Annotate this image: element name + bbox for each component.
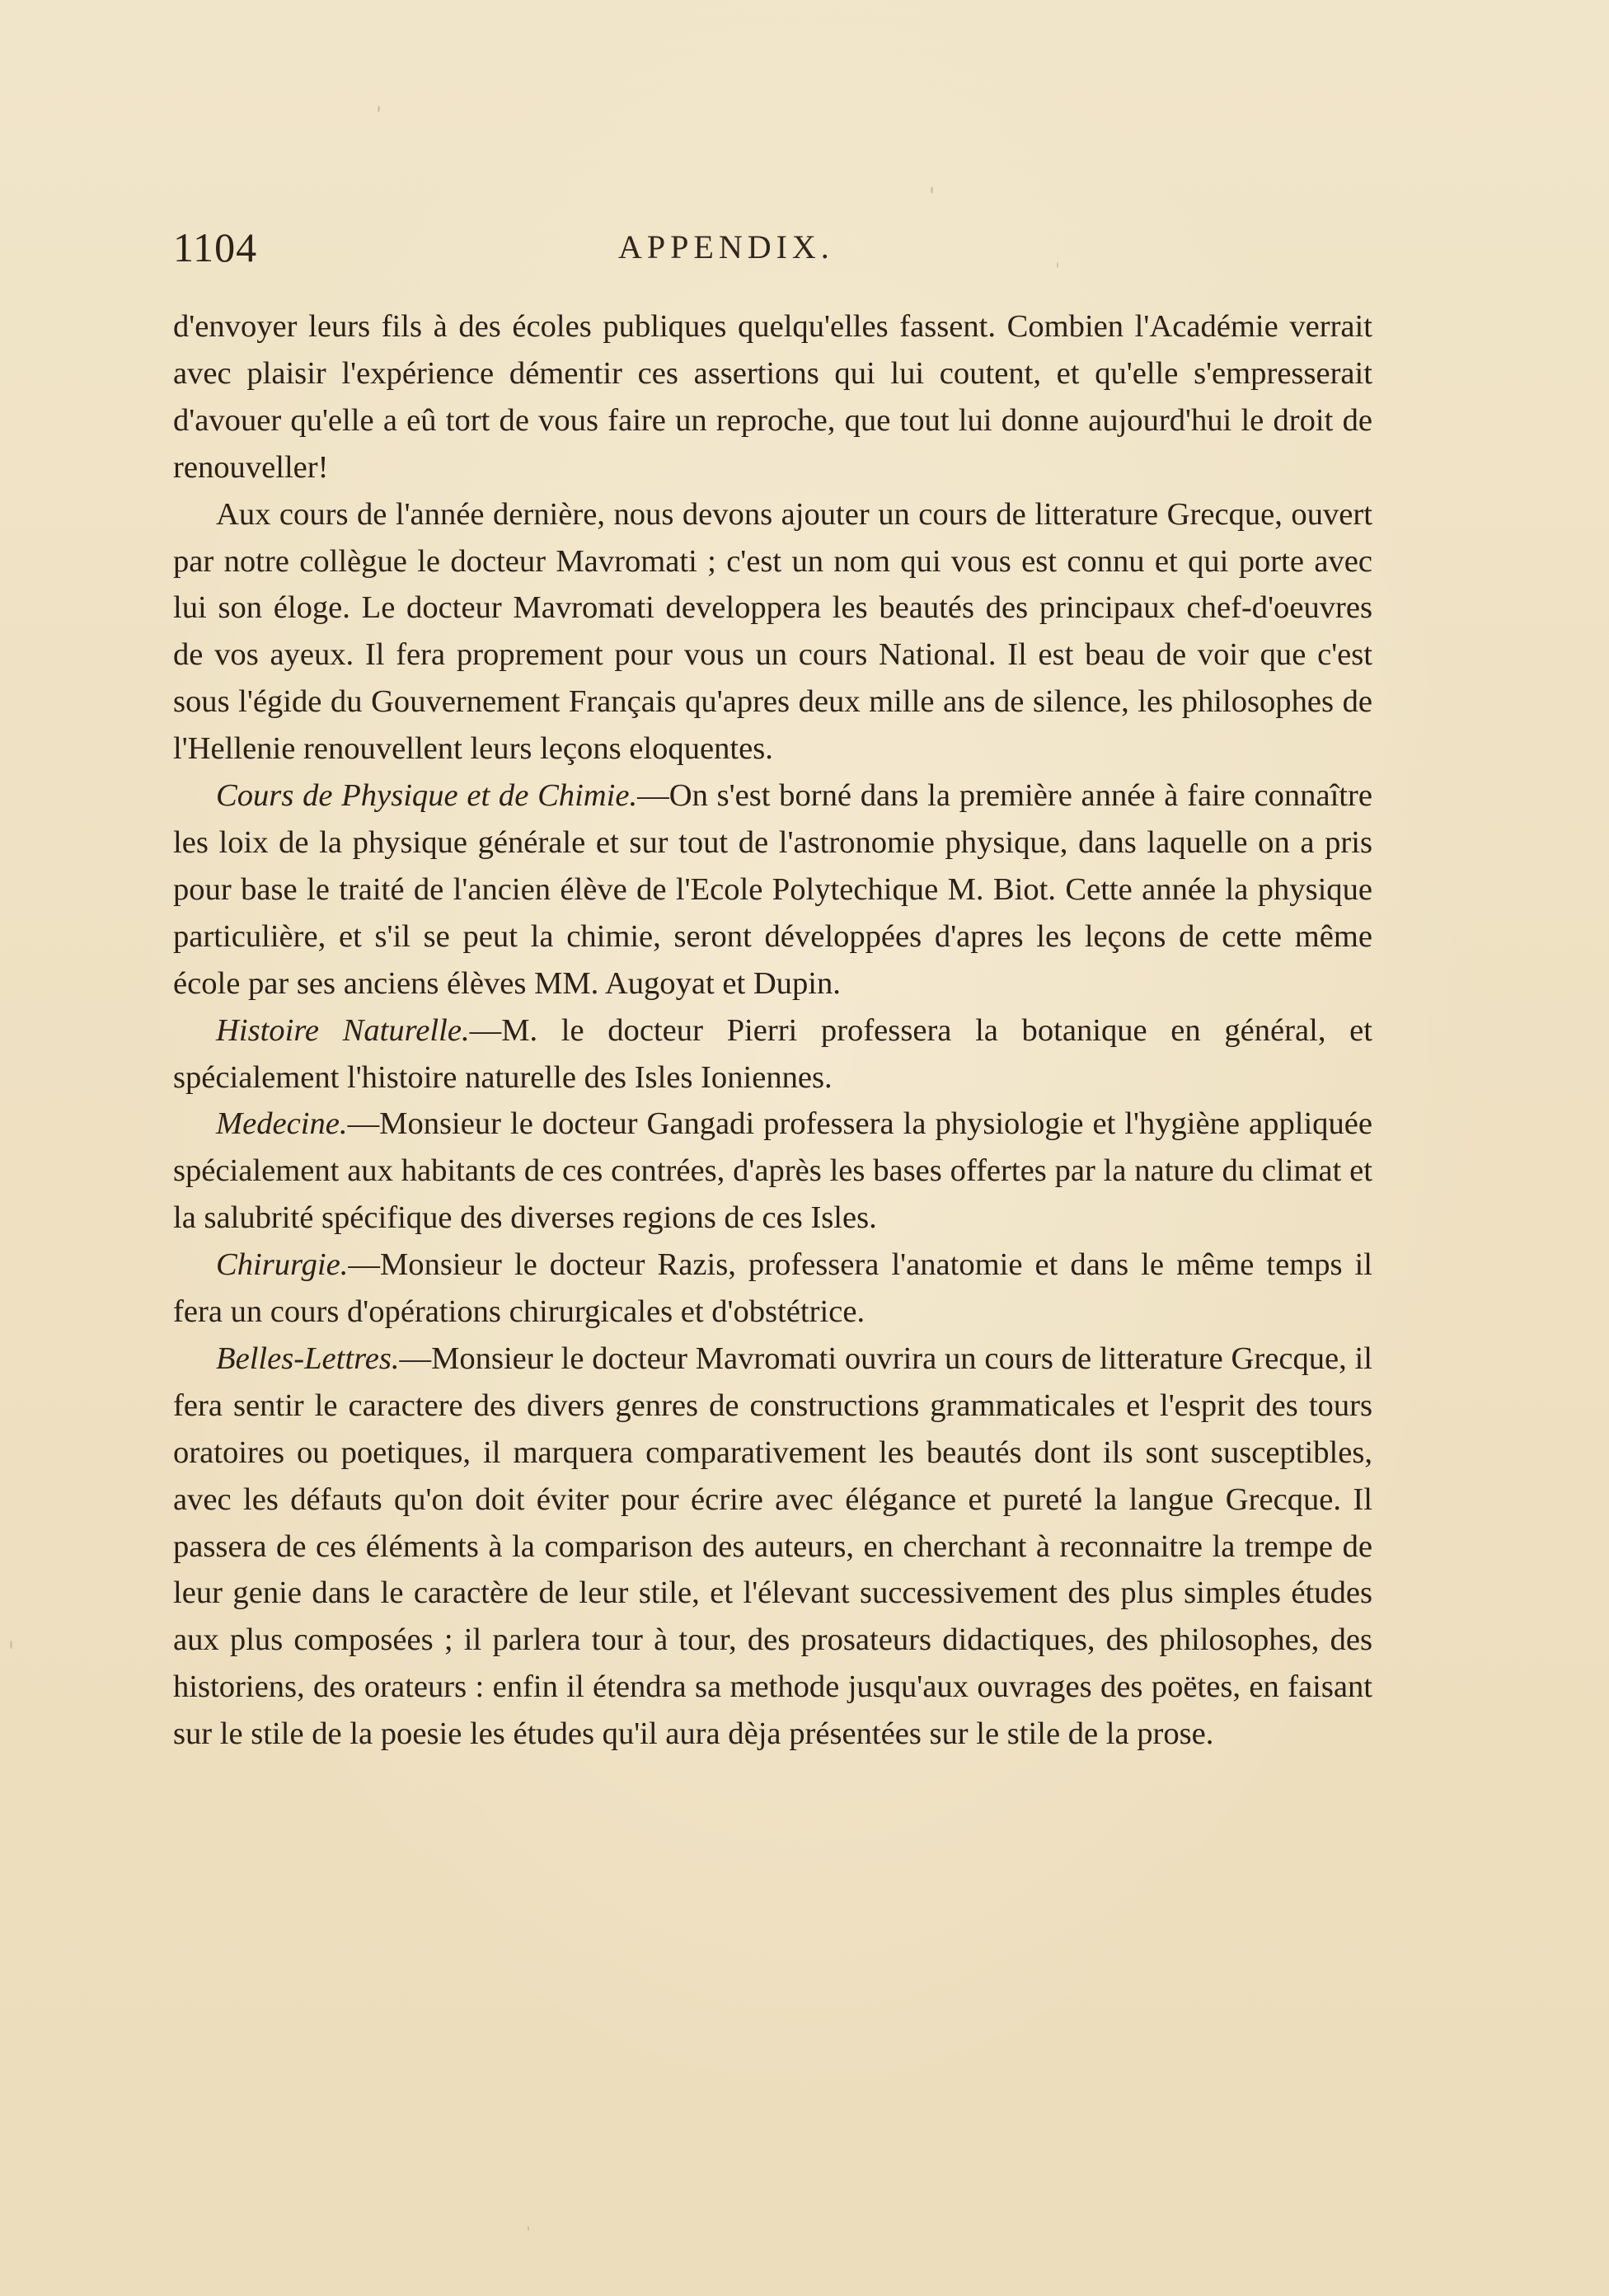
paragraph-litterature-grecque	[173, 491, 1372, 772]
running-head	[173, 223, 1393, 272]
paper-speck	[378, 106, 380, 112]
paper-speck	[528, 2226, 529, 2231]
section-heading: Histoire Naturelle.	[216, 1012, 470, 1048]
paragraph-continuation	[173, 303, 1372, 491]
paper-speck	[10, 1641, 12, 1649]
paragraph-text: Aux cours de l'année dernière, nous devons ajouter un cours de litterature Grecque, ouvert par notre collègue le docteur Mavromati ; c'est un nom qui vous est connu et qui porte avec lui son éloge. Le docteur Mavromati developpera les beautés des principaux chef-d'oeuvres de vos ayeux. Il fera proprement pour vous un cours National. Il est beau de voir que c'est sous l'égide du Gouvernement Français qu'apres deux mille ans de silence, les philosophes de l'Hellenie renouvellent leurs leçons eloquentes.	[173, 496, 1372, 767]
page-number: 1104	[173, 224, 258, 270]
section-heading: Chirurgie.	[216, 1247, 349, 1283]
section-text: —Monsieur le docteur Razis, professera l'anatomie et dans le même temps il fera un cours d'opérations chirurgicales et d'obstétrice.	[173, 1247, 1372, 1330]
section-heading: Belles-Lettres.	[216, 1341, 400, 1376]
section-text: —Monsieur le docteur Gangadi professera la physiologie et l'hygiène appliquée spécialement aux habitants de ces contrées, d'après les bases offertes par la nature du climat et la salubrité spécifique des diverses regions de ces Isles.	[173, 1106, 1372, 1236]
section-physique-chimie	[173, 772, 1372, 1007]
section-belles-lettres	[173, 1336, 1372, 1758]
section-text: —On s'est borné dans la première année à faire connaître les loix de la physique générale et sur tout de l'astronomie physique, dans laquelle on a pris pour base le traité de l'ancien élève de l'Ecole Polytechique M. Biot. Cette année la physique particulière, et s'il se peut la chimie, seront développées d'apres les leçons de cette même école par ses anciens élèves MM. Augoyat et Dupin.	[173, 778, 1373, 1001]
paper-speck	[931, 186, 933, 194]
body-text	[173, 303, 1372, 1758]
section-chirurgie	[173, 1242, 1372, 1336]
running-title: APPENDIX.	[618, 228, 834, 265]
paragraph-text: d'envoyer leurs fils à des écoles publiques quelqu'elles fassent. Combien l'Académie verrait avec plaisir l'expérience démentir ces assertions qui lui coutent, et qu'elle s'empresserait d'avouer qu'elle a eû tort de vous faire un reproche, que tout lui donne aujourd'hui le droit de renouveller!	[173, 309, 1372, 485]
section-heading: Cours de Physique et de Chimie.	[216, 778, 638, 814]
section-text: —Monsieur le docteur Mavromati ouvrira un cours de litterature Grecque, il fera sentir le caractere des divers genres de constructions grammaticales et l'esprit des tours oratoires ou poetiques, il marquera comparativement les beautés dont ils sont susceptibles, avec les défauts qu'on doit éviter pour écrire avec élégance et pureté la langue Grecque. Il passera de ces éléments à la comparison des auteurs, en cherchant à reconnaitre la trempe de leur genie dans le caractère de leur stile, et l'élevant successivement des plus simples études aux plus composées ; il parlera tour à tour, des prosateurs didactiques, des philosophes, des historiens, des orateurs : enfin il étendra sa methode jusqu'aux ouvrages des poëtes, en faisant sur le stile de la poesie les études qu'il aura dèja présentées sur le stile de la prose.	[173, 1341, 1372, 1752]
section-histoire-naturelle	[173, 1007, 1372, 1101]
section-text: —M. le docteur Pierri professera la botanique en général, et spécialement l'histoire naturelle des Isles Ioniennes.	[173, 1012, 1372, 1095]
section-medecine	[173, 1101, 1372, 1242]
section-heading: Medecine.	[216, 1106, 348, 1142]
